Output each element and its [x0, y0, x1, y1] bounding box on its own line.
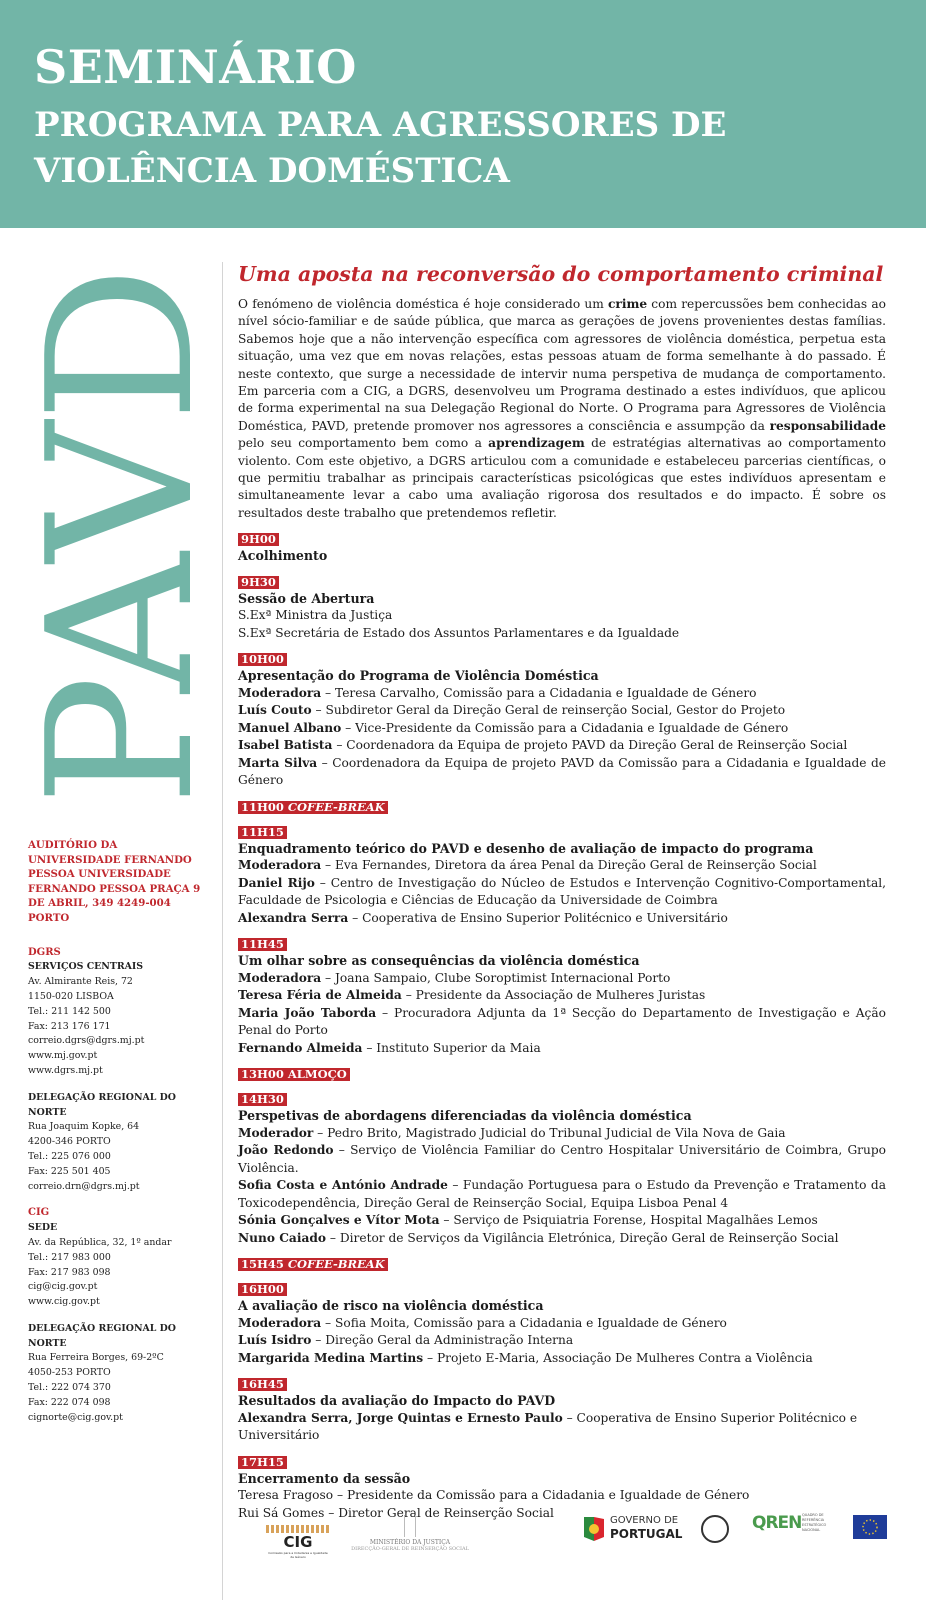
- session-title: Um olhar sobre as consequências da violência doméstica: [238, 953, 640, 969]
- speaker-line: [238, 1315, 886, 1333]
- contact-line: www.mj.gov.pt: [28, 1050, 98, 1062]
- cig-north-heading: DELEGAÇÃO REGIONAL DO NORTE: [28, 1322, 176, 1349]
- dgrs-north-contacts: [28, 1120, 203, 1194]
- intro-emphasis: crime: [607, 297, 648, 311]
- speaker-line: [238, 1177, 886, 1212]
- program-schedule: [238, 528, 886, 1522]
- speaker-role: – Sofia Moita, Comissão para a Cidadania e Igualdade de Género: [321, 1315, 727, 1330]
- session-title: Enquadramento teórico do PAVD e desenho de avaliação de impacto do programa: [238, 840, 814, 856]
- speaker-name: Sofia Costa e António Andrade: [238, 1178, 448, 1193]
- intro-text: de estratégias alternativas ao comportamento violento. Com este objetivo, a DGRS articulou com a comunidade e estabeleceu parcerias científicas, o que permitiu trabalhar as principais características psicológicas que estes indivíduos apresentam e simultaneamente levar a cabo uma avaliação rigorosa dos resultados e do impacto. É sobre os resultados deste trabalho que pretendemos refletir.: [238, 436, 886, 520]
- time-label: 11H15: [241, 824, 284, 839]
- speaker-name: Nuno Caiado: [238, 1230, 327, 1245]
- program-slot: [238, 796, 886, 815]
- time-badge: [238, 653, 287, 666]
- speaker-line: [238, 1005, 886, 1040]
- speaker-line: [238, 970, 886, 988]
- eu-flag-icon: [853, 1515, 887, 1539]
- gov-logo-line1: GOVERNO DE: [610, 1515, 679, 1526]
- speaker-name: Margarida Medina Martins: [238, 1350, 424, 1365]
- column-divider: [222, 262, 223, 1600]
- contact-line: correio.dgrs@dgrs.mj.pt: [28, 1035, 145, 1047]
- speaker-line: [238, 987, 886, 1005]
- cig-logo: [266, 1525, 330, 1559]
- sponsor-logos: [0, 1513, 926, 1585]
- eu-flag-logo: [853, 1515, 887, 1543]
- speaker-line: [238, 1125, 886, 1143]
- contact-line: Fax: 222 074 098: [28, 1396, 111, 1408]
- speaker-role: – Instituto Superior da Maia: [362, 1040, 541, 1055]
- session-title: Encerramento da sessão: [238, 1470, 411, 1486]
- speaker-role: – Presidente da Associação de Mulheres Juristas: [401, 988, 706, 1003]
- contact-line: Tel.: 211 142 500: [28, 1005, 111, 1017]
- time-note: COFEE-BREAK: [287, 1257, 385, 1272]
- speaker-role: S.Exª Ministra da Justiça: [238, 608, 393, 623]
- program-slot: [238, 1253, 886, 1272]
- mj-crest-icon: [404, 1515, 416, 1537]
- speaker-name: Moderadora: [238, 1315, 322, 1330]
- dgrs-title: DGRS: [28, 946, 61, 958]
- intro-emphasis: responsabilidade: [769, 418, 886, 433]
- contact-line: Av. Almirante Reis, 72: [28, 976, 133, 988]
- contact-line: Rua Joaquim Kopke, 64: [28, 1121, 140, 1133]
- speaker-name: Moderadora: [238, 970, 322, 985]
- speaker-name: Moderadora: [238, 685, 322, 700]
- seminar-title: SEMINÁRIO: [34, 40, 357, 94]
- program-slot: [238, 1373, 886, 1445]
- speaker-line: [238, 1332, 886, 1350]
- intro-text: com repercussões bem conhecidas ao nível sócio-familiar e de saúde pública, que marca as gerações de jovens provenientes destas famílias. Sabemos hoje que a não intervenção específica com agressores de violência doméstica, perpetua esta situação, uma vez que em novas relações, estas pessoas atuam de forma semelhante à do passado. É neste contexto, que surge a necessidade de intervir numa perspetiva de mudança de comportamento. Em parceria com a CIG, a DGRS, desenvolveu um Programa destinado a estes indivíduos, que aplicou de forma experimental na sua Delegação Regional do Norte. O Programa para Agressores de Violência Doméstica, PAVD, pretende promover nos agressores a consciência e assumpção da: [238, 297, 886, 433]
- contact-line: cignorte@cig.gov.pt: [28, 1411, 123, 1423]
- speaker-role: Rui Sá Gomes – Diretor Geral de Reinserção Social: [238, 1505, 554, 1520]
- time-label: 16H45: [241, 1377, 284, 1392]
- time-label: 10H00: [241, 652, 284, 667]
- speaker-role: – Serviço de Psiquiatria Forense, Hospital Magalhães Lemos: [439, 1213, 818, 1228]
- speaker-role: – Eva Fernandes, Diretora da área Penal da Direção Geral de Reinserção Social: [321, 858, 817, 873]
- contact-line: correio.drn@dgrs.mj.pt: [28, 1180, 140, 1192]
- partner-circle-icon: [701, 1515, 729, 1543]
- contact-line: Fax: 217 983 098: [28, 1266, 111, 1278]
- contact-line: Rua Ferreira Borges, 69-2ºC: [28, 1352, 164, 1364]
- time-badge: [238, 533, 279, 546]
- speaker-line: [238, 1212, 886, 1230]
- speaker-line: [238, 1230, 886, 1248]
- speaker-name: Maria João Taborda: [238, 1005, 377, 1020]
- time-badge: [238, 938, 287, 951]
- time-badge: [238, 826, 287, 839]
- dgrs-central-contacts: [28, 975, 203, 1079]
- main-content: [238, 262, 886, 1522]
- speaker-role: – Teresa Carvalho, Comissão para a Cidadania e Igualdade de Género: [321, 685, 757, 700]
- intro-text: O fenómeno de violência doméstica é hoje considerado um: [238, 297, 608, 311]
- speaker-line: [238, 1487, 886, 1505]
- speaker-line: [238, 625, 886, 643]
- portugal-flag-icon: [582, 1515, 606, 1543]
- intro-paragraph: [238, 296, 886, 522]
- cig-title: CIG: [28, 1207, 50, 1219]
- contact-line: Fax: 213 176 171: [28, 1020, 111, 1032]
- speaker-name: Isabel Batista: [238, 738, 333, 753]
- time-label: 9H30: [241, 574, 276, 589]
- program-slot: [238, 1063, 886, 1082]
- speaker-role: – Direção Geral da Administração Interna: [311, 1333, 574, 1348]
- contact-line: Tel.: 217 983 000: [28, 1251, 111, 1263]
- speaker-line: [238, 1410, 886, 1445]
- time-badge: [238, 1258, 388, 1271]
- time-label: 17H15: [241, 1454, 284, 1469]
- session-title: Sessão de Abertura: [238, 590, 375, 606]
- speaker-name: Fernando Almeida: [238, 1040, 363, 1055]
- contact-line: Av. da República, 32, 1º andar: [28, 1236, 172, 1248]
- header-banner: [0, 0, 926, 228]
- speaker-line: [238, 755, 886, 790]
- speaker-role: – Joana Sampaio, Clube Soroptimist Internacional Porto: [321, 970, 671, 985]
- speaker-name: Marta Silva: [238, 755, 318, 770]
- partner-circle-logo: [701, 1515, 729, 1543]
- cig-north-contacts: [28, 1351, 203, 1425]
- time-badge: [238, 576, 279, 589]
- speaker-line: [238, 875, 886, 910]
- time-badge: [238, 1283, 287, 1296]
- speaker-role: – Fundação Portuguesa para o Estudo da Prevenção e Tratamento da Toxicodependência, Direção Geral de Reinserção Social, Equipa Lisboa Penal 4: [238, 1178, 886, 1210]
- session-title: Apresentação do Programa de Violência Doméstica: [238, 668, 599, 684]
- speaker-name: Alexandra Serra: [238, 910, 349, 925]
- qren-logo: [752, 1513, 842, 1533]
- venue-address: AUDITÓRIO DA UNIVERSIDADE FERNANDO PESSOA UNIVERSIDADE FERNANDO PESSOA PRAÇA 9 DE ABRIL, 349 4249-004 PORTO: [28, 839, 201, 924]
- speaker-name: Alexandra Serra, Jorge Quintas e Ernesto Paulo: [238, 1410, 563, 1425]
- intro-emphasis: aprendizagem: [488, 436, 585, 451]
- cig-seat-heading: SEDE: [28, 1222, 58, 1234]
- session-title: A avaliação de risco na violência doméstica: [238, 1298, 544, 1314]
- cig-logo-text: CIG: [283, 1533, 313, 1551]
- time-badge: [238, 1068, 350, 1081]
- contact-line: www.dgrs.mj.pt: [28, 1064, 103, 1076]
- session-title: Perspetivas de abordagens diferenciadas da violência doméstica: [238, 1108, 692, 1124]
- contact-line: cig@cig.gov.pt: [28, 1281, 98, 1293]
- seminar-subtitle: PROGRAMA PARA AGRESSORES DE VIOLÊNCIA DOMÉSTICA: [34, 105, 727, 191]
- speaker-role: – Diretor de Serviços da Vigilância Eletrónica, Direção Geral de Reinserção Social: [326, 1230, 839, 1245]
- speaker-line: [238, 1350, 886, 1368]
- pavd-logo: [5, 250, 238, 818]
- speaker-role: S.Exª Secretária de Estado dos Assuntos Parlamentares e da Igualdade: [238, 625, 680, 640]
- cig-logo-caption: Comissão para a Cidadania e Igualdade de Género: [268, 1551, 328, 1559]
- speaker-role: – Centro de Investigação do Núcleo de Estudos e Intervenção Cognitivo-Comportamental, Faculdade de Psicologia e Ciências de Educação da Universidade de Coimbra: [238, 875, 886, 908]
- time-label: 13H00 ALMOÇO: [241, 1067, 347, 1082]
- speaker-name: João Redondo: [238, 1143, 334, 1158]
- pavd-logo-text: PAVD: [5, 250, 238, 806]
- cig-seat-contacts: [28, 1236, 203, 1310]
- time-label: 11H45: [241, 937, 284, 952]
- program-slot: [238, 571, 886, 643]
- time-label: 15H45: [241, 1257, 284, 1272]
- speaker-line: [238, 1142, 886, 1177]
- speaker-line: [238, 702, 886, 720]
- time-label: 14H30: [241, 1092, 284, 1107]
- time-badge: [238, 1093, 287, 1106]
- speaker-role: – Subdiretor Geral da Direção Geral de reinserção Social, Gestor do Projeto: [311, 703, 786, 718]
- dgrs-north-heading: DELEGAÇÃO REGIONAL DO NORTE: [28, 1091, 176, 1118]
- contact-line: 4050-253 PORTO: [28, 1367, 111, 1379]
- mj-logo-caption: DIRECÇÃO-GERAL DE REINSERÇÃO SOCIAL: [351, 1546, 469, 1552]
- speaker-line: [238, 607, 886, 625]
- speaker-name: Daniel Rijo: [238, 875, 315, 890]
- speaker-role: – Serviço de Violência Familiar do Centro Hospitalar Universitário de Coimbra, Grupo Violência.: [238, 1143, 886, 1175]
- speaker-name: Luís Couto: [238, 703, 312, 718]
- time-badge: [238, 801, 388, 814]
- time-badge: [238, 1378, 287, 1391]
- contact-line: 1150-020 LISBOA: [28, 990, 114, 1002]
- contact-line: 4200-346 PORTO: [28, 1136, 111, 1148]
- speaker-line: [238, 737, 886, 755]
- speaker-line: [238, 1040, 886, 1058]
- contact-line: Fax: 225 501 405: [28, 1165, 111, 1177]
- speaker-role: – Procuradora Adjunta da 1ª Secção do Departamento de Investigação e Ação Penal do Porto: [238, 1005, 886, 1038]
- speaker-role: – Pedro Brito, Magistrado Judicial do Tribunal Judicial de Vila Nova de Gaia: [313, 1125, 786, 1140]
- speaker-name: Sónia Gonçalves e Vítor Mota: [238, 1213, 440, 1228]
- session-title: Acolhimento: [238, 548, 328, 564]
- speaker-line: [238, 857, 886, 875]
- sidebar-contacts: [28, 838, 203, 1437]
- session-title: Resultados da avaliação do Impacto do PAVD: [238, 1393, 556, 1409]
- speaker-role: – Coordenadora da Equipa de projeto PAVD da Direção Geral de Reinserção Social: [332, 738, 848, 753]
- speaker-name: Luís Isidro: [238, 1333, 312, 1348]
- program-slot: [238, 933, 886, 1057]
- speaker-name: Manuel Albano: [238, 720, 342, 735]
- speaker-role: Teresa Fragoso – Presidente da Comissão para a Cidadania e Igualdade de Género: [238, 1488, 750, 1503]
- contact-line: www.cig.gov.pt: [28, 1296, 100, 1308]
- program-slot: [238, 1278, 886, 1367]
- section-subtitle: Uma aposta na reconversão do comportamento criminal: [238, 262, 884, 286]
- program-slot: [238, 648, 886, 790]
- speaker-name: Teresa Féria de Almeida: [238, 988, 402, 1003]
- time-note: COFEE-BREAK: [287, 799, 385, 814]
- speaker-role: – Projeto E-Maria, Associação De Mulheres Contra a Violência: [423, 1350, 813, 1365]
- mj-logo: [345, 1515, 475, 1552]
- speaker-role: – Cooperativa de Ensino Superior Politécnico e Universitário: [348, 910, 728, 925]
- contact-line: Tel.: 225 076 000: [28, 1150, 111, 1162]
- qren-logo-caption: QUADRO DE REFERÊNCIA ESTRATÉGICO NACIONAL: [802, 1513, 827, 1532]
- program-slot: [238, 1451, 886, 1523]
- speaker-role: – Coordenadora da Equipa de projeto PAVD da Comissão para a Cidadania e Igualdade de Género: [238, 755, 886, 788]
- speaker-name: Moderador: [238, 1125, 314, 1140]
- contact-line: Tel.: 222 074 370: [28, 1382, 111, 1394]
- speaker-role: – Cooperativa de Ensino Superior Politécnico e Universitário: [238, 1410, 858, 1443]
- time-label: 11H00: [241, 799, 284, 814]
- program-slot: [238, 528, 886, 565]
- speaker-role: – Vice-Presidente da Comissão para a Cidadania e Igualdade de Género: [341, 720, 789, 735]
- speaker-line: [238, 685, 886, 703]
- gov-logo-line2: PORTUGAL: [610, 1527, 683, 1541]
- speaker-line: [238, 910, 886, 928]
- dgrs-central-heading: SERVIÇOS CENTRAIS: [28, 961, 144, 973]
- time-label: 16H00: [241, 1282, 284, 1297]
- speaker-line: [238, 720, 886, 738]
- time-badge: [238, 1456, 287, 1469]
- time-label: 9H00: [241, 532, 276, 547]
- program-slot: [238, 821, 886, 928]
- intro-text: pelo seu comportamento bem como a: [238, 436, 489, 451]
- mj-logo-text: MINISTÉRIO DA JUSTIÇA: [369, 1539, 451, 1546]
- program-slot: [238, 1088, 886, 1247]
- speaker-name: Moderadora: [238, 858, 322, 873]
- qren-logo-text: QREN: [752, 1513, 802, 1533]
